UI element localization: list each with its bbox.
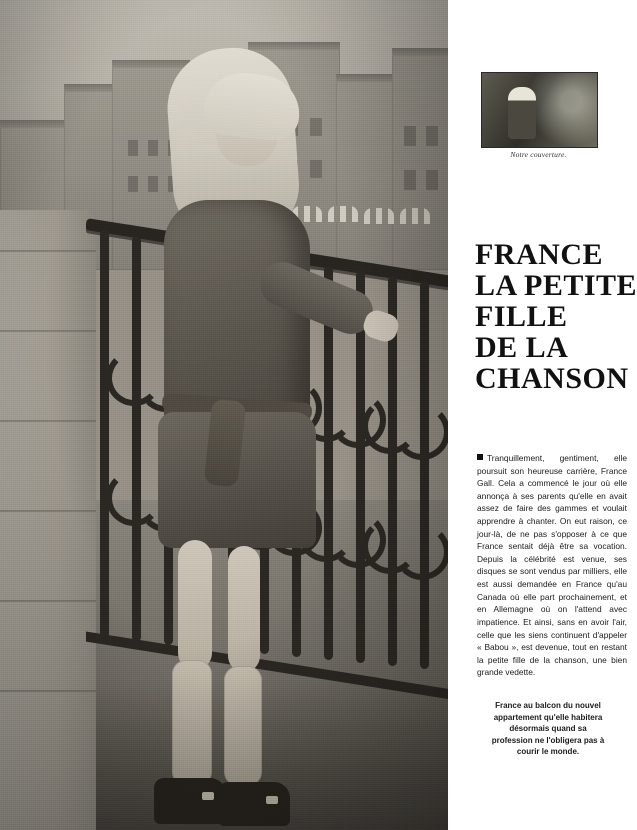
article-body-text: Tranquillement, gentiment, elle poursuit son heureuse carrière, France Gall. Cela a commencé le jour où elle annonça à ses parents qu'elle en avait assez de faire des gammes et voulait apprendre à chanter. On eut raison, ce jour-là, de ne pas s'opposer à ce que France sentait déjà être sa vocation. Depuis la célébrité est venue, ses disques se sont vendus par milliers, elle est aussi demandée en France qu'au Canada où elle part prochainement, et en Allemagne où on l'attend avec impatience. Et ainsi, sans en avoir l'air, celle que les siens continuent d'appeler « Babou », est devenue, tout en restant la petite fille de la chanson, une bien grande vedette. bbox=[477, 453, 627, 678]
page-title bbox=[475, 238, 637, 395]
cover-thumbnail-image bbox=[482, 73, 597, 147]
stone-wall bbox=[0, 210, 96, 830]
article-body bbox=[477, 452, 627, 679]
shoe-left bbox=[154, 778, 226, 824]
cover-thumbnail-figure bbox=[508, 87, 536, 139]
leg-left bbox=[178, 540, 212, 670]
sock-left bbox=[172, 660, 212, 786]
headline-line-4: DE LA bbox=[475, 330, 569, 364]
square-bullet-icon bbox=[477, 454, 483, 460]
cover-thumbnail bbox=[481, 72, 598, 148]
sock-right bbox=[224, 666, 262, 786]
headline-line-3: FILLE bbox=[475, 299, 568, 333]
headline-line-5: CHANSON bbox=[475, 361, 629, 395]
shoe-right bbox=[218, 782, 290, 826]
article-column bbox=[448, 0, 637, 830]
cover-thumbnail-caption: Notre couverture. bbox=[510, 150, 567, 159]
photo-caption: France au balcon du nouvel appartement qu'elle habitera désormais quand sa profession ne l'obligera pas à courir le monde. bbox=[491, 701, 605, 757]
france-gall-figure bbox=[112, 40, 372, 830]
headline-line-1: FRANCE bbox=[475, 238, 603, 271]
headline-line-2: LA PETITE bbox=[475, 268, 637, 302]
leg-right bbox=[228, 546, 260, 672]
